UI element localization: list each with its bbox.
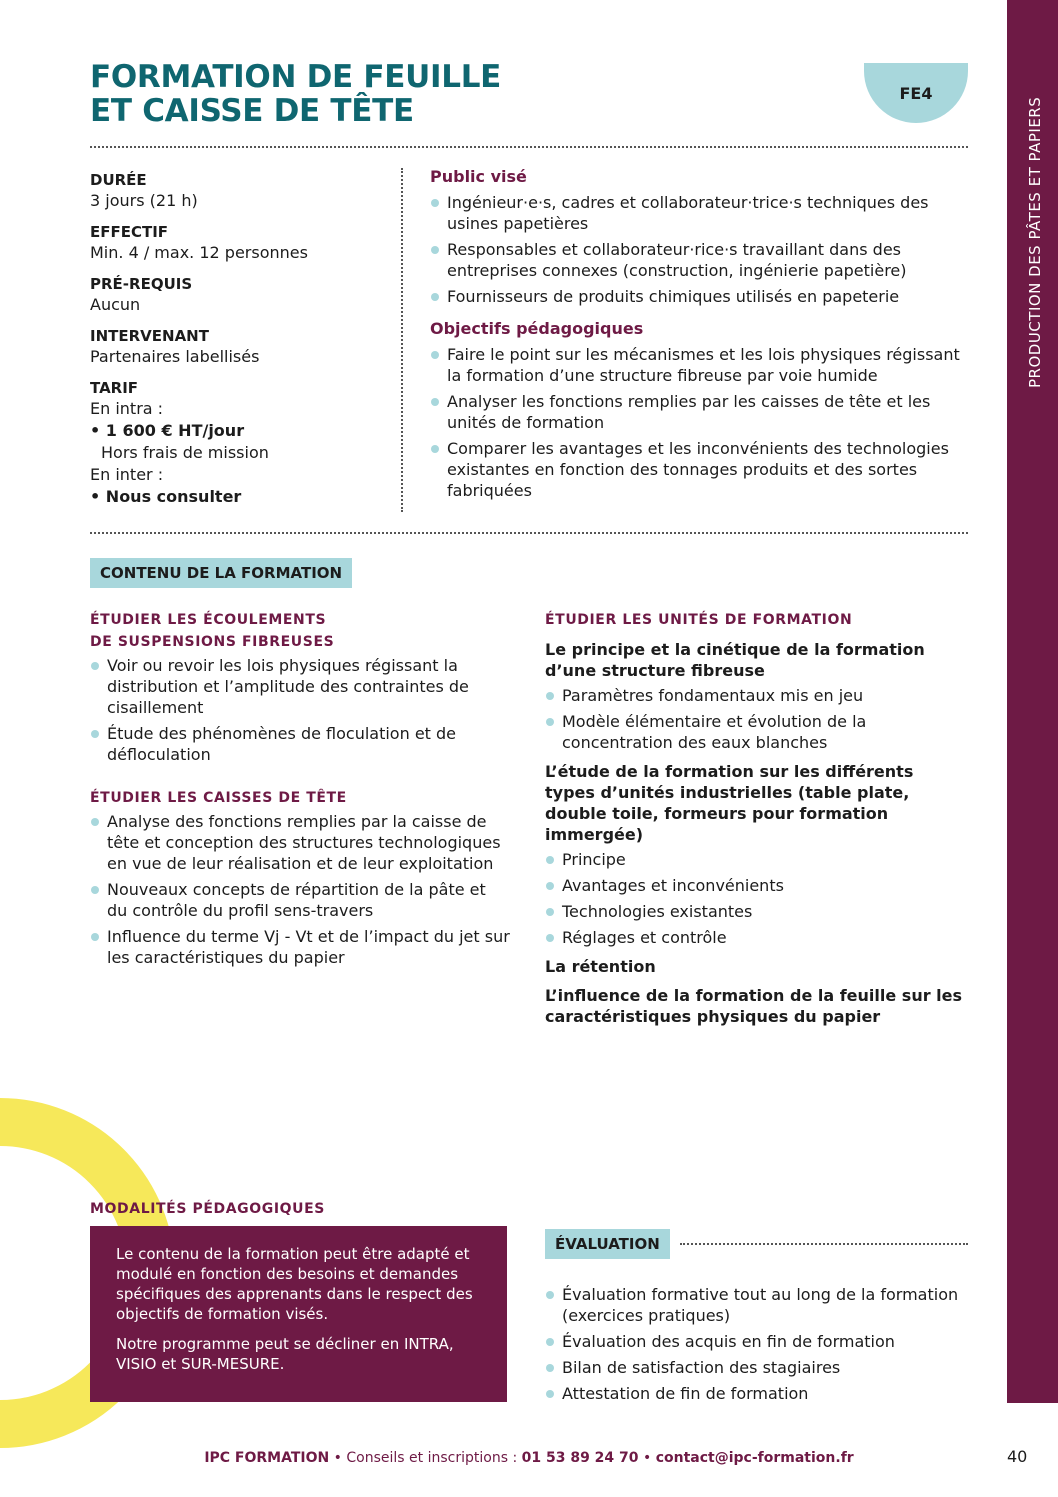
footer [0,1450,1058,1466]
section-heading-line: DE SUSPENSIONS FIBREUSES [90,634,335,650]
list-item: Bilan de satisfaction des stagiaires [545,1357,985,1378]
modalites-paragraph: Le contenu de la formation peut être adapté et modulé en fonction des besoins et demandes spécifiques des apprenants dans le respect des objectifs de formation visés. [116,1245,473,1323]
footer-separator: • [638,1450,656,1466]
types-list [545,849,965,948]
objectifs-heading: Objectifs pédagogiques [430,319,644,338]
evaluation-list [545,1284,985,1409]
contenu-right-column [545,609,965,1031]
footer-email-link[interactable]: contact@ipc-formation.fr [655,1450,854,1466]
contenu-tag: CONTENU DE LA FORMATION [90,558,352,588]
duree-value: 3 jours (21 h) [90,191,198,210]
list-item: Étude des phénomènes de floculation et de défloculation [90,723,510,765]
section-ecoulements-heading [90,609,510,653]
tarif-intra-price: • 1 600 € HT/jour [90,421,245,440]
info-column [90,170,380,508]
divider-evaluation [680,1243,968,1245]
list-item: Voir ou revoir les lois physiques régissant la distribution et l’amplitude des contraintes de cisaillement [90,655,510,718]
list-item: Réglages et contrôle [545,927,965,948]
page-number: 40 [1007,1447,1028,1466]
principe-list [545,685,965,753]
list-item: Avantages et inconvénients [545,875,965,896]
sidebar-category: PRODUCTION DES PÂTES ET PAPIERS [1026,96,1044,388]
list-item: Comparer les avantages et les inconvénients des technologies existantes en fonction des tonnages produits et des sortes fabriquées [430,438,970,501]
contenu-left-column [90,609,510,973]
list-item: Responsables et collaborateur·rice·s travaillant dans des entreprises connexes (construction, ingénierie papetière) [430,239,970,281]
tarif-label: TARIF [90,379,139,397]
evaluation-tag: ÉVALUATION [545,1229,670,1259]
course-code-badge: FE4 [864,63,968,123]
list-item: Ingénieur·e·s, cadres et collaborateur·trice·s techniques des usines papetières [430,192,970,234]
modalites-paragraph: Notre programme peut se décliner en INTRA, VISIO et SUR-MESURE. [116,1335,454,1373]
intervenant-value: Partenaires labellisés [90,347,260,366]
list-item: Faire le point sur les mécanismes et les lois physiques régissant la formation d’une structure fibreuse par voie humide [430,344,970,386]
public-objectifs-column [430,167,970,506]
divider-vertical [401,168,403,512]
list-item: Analyser les fonctions remplies par les caisses de tête et les unités de formation [430,391,970,433]
list-item: Fournisseurs de produits chimiques utilisés en papeterie [430,286,970,307]
modalites-box [90,1226,507,1402]
footer-phone[interactable]: 01 53 89 24 70 [521,1450,639,1466]
effectif-value: Min. 4 / max. 12 personnes [90,243,308,262]
page-title [90,60,501,128]
list-item: Évaluation formative tout au long de la formation (exercices pratiques) [545,1284,985,1326]
list-item: Technologies existantes [545,901,965,922]
section-heading-line: ÉTUDIER LES ÉCOULEMENTS [90,612,327,628]
list-item: Analyse des fonctions remplies par la caisse de tête et conception des structures technologiques en vue de leur réalisation et de leur exploitation [90,811,510,874]
list-item: Attestation de fin de formation [545,1383,985,1404]
influence-heading: L’influence de la formation de la feuille sur les caractéristiques physiques du papier [545,986,963,1026]
intervenant-label: INTERVENANT [90,327,209,345]
objectifs-list [430,344,970,501]
list-item: Nouveaux concepts de répartition de la pâte et du contrôle du profil sens-travers [90,879,510,921]
effectif-label: EFFECTIF [90,223,169,241]
tarif-intra: En intra : [90,399,164,418]
prerequis-label: PRÉ-REQUIS [90,275,193,293]
tarif-inter-value: • Nous consulter [90,487,242,506]
duree-label: DURÉE [90,171,147,189]
divider-top [90,146,968,148]
retention-heading: La rétention [545,957,656,976]
tarif-intra-note: Hors frais de mission [101,443,269,462]
ecoulements-list [90,655,510,765]
caisses-list [90,811,510,968]
section-caisses-heading: ÉTUDIER LES CAISSES DE TÊTE [90,790,347,806]
public-heading: Public visé [430,167,527,186]
footer-brand: IPC FORMATION [204,1450,330,1466]
modalites-heading: MODALITÉS PÉDAGOGIQUES [90,1201,325,1217]
principe-heading: Le principe et la cinétique de la formation d’une structure fibreuse [545,640,925,680]
section-unites-heading: ÉTUDIER LES UNITÉS DE FORMATION [545,612,853,628]
list-item: Principe [545,849,965,870]
public-list [430,192,970,307]
divider-middle [90,532,968,534]
list-item: Évaluation des acquis en fin de formation [545,1331,985,1352]
page-title-line1: FORMATION DE FEUILLE [90,59,502,95]
list-item: Paramètres fondamentaux mis en jeu [545,685,965,706]
footer-text: • Conseils et inscriptions : [329,1450,522,1466]
prerequis-value: Aucun [90,295,141,314]
list-item: Modèle élémentaire et évolution de la concentration des eaux blanches [545,711,965,753]
page-title-line2: ET CAISSE DE TÊTE [90,93,414,129]
tarif-inter: En inter : [90,465,164,484]
list-item: Influence du terme Vj - Vt et de l’impact du jet sur les caractéristiques du papier [90,926,510,968]
types-heading: L’étude de la formation sur les différents types d’unités industrielles (table plate, double toile, formeurs pour formation immergée) [545,762,914,844]
